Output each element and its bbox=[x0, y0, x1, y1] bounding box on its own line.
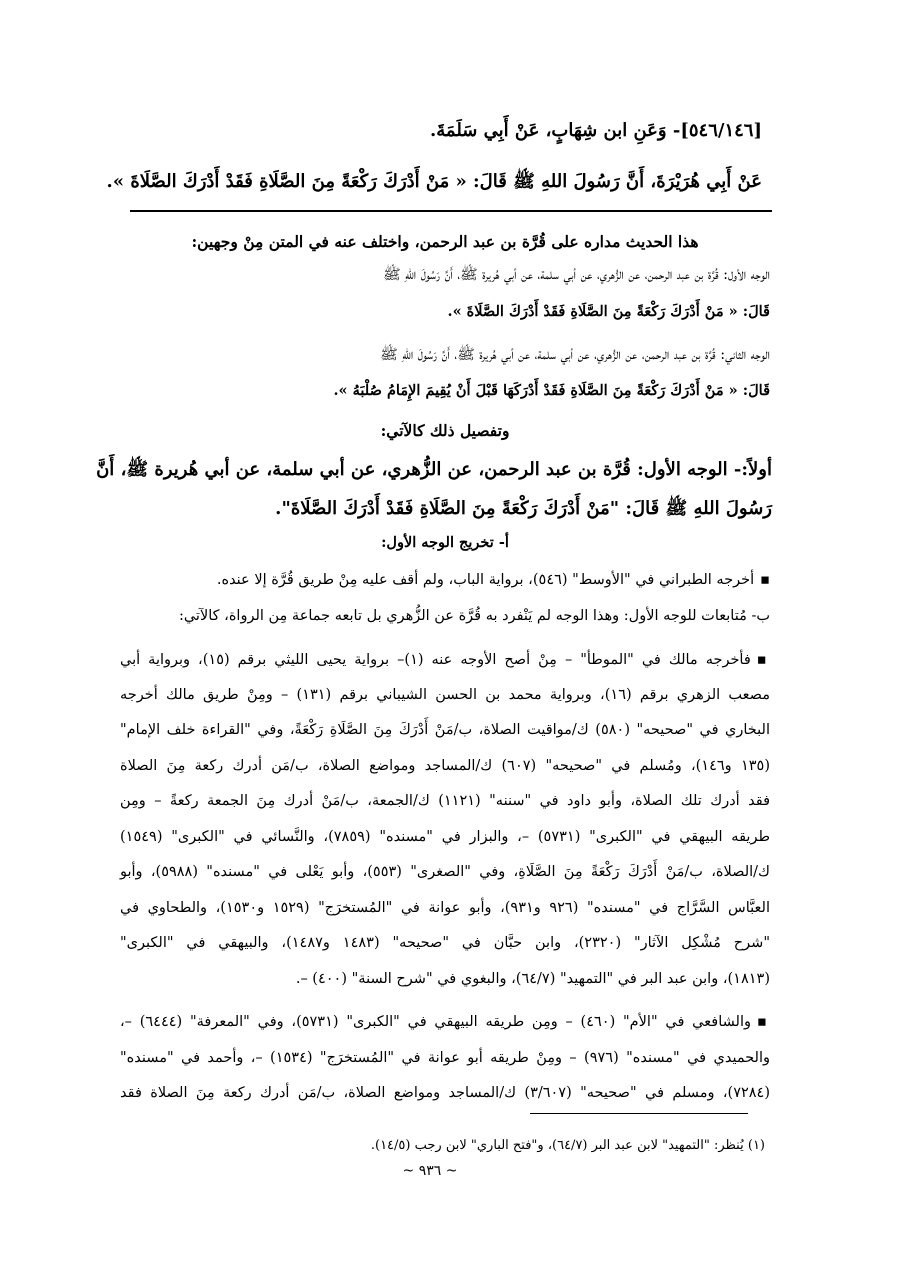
page-number: ~ ٩٣٦ ~ bbox=[402, 1163, 458, 1179]
footnote: (١) يُنظر: "التمهيد" لابن عبد البر (٦٤/٧)، و"فتح الباري" لابن رجب (١٤/٥). bbox=[370, 1138, 765, 1153]
footnote-rule bbox=[530, 1113, 748, 1114]
paragraph-4-line: ▪ والشافعي في "الأم" (٤٦٠) – ومِن طريقه البيهقي في "الكبرى" (٥٧٣١)، وفي "المعرفة" (٦٤٤٤) –، bbox=[120, 1012, 770, 1032]
paragraph-3-line: مصعب الزهري برقم (١٦)، وبرواية محمد بن الحسن الشيباني برقم (١٣١) – ومِنْ طريق مالك أخرجه bbox=[120, 687, 771, 703]
paragraph-4-line: والحميدي في "مسنده" (٩٧٦) – ومِنْ طريقه أبو عوانة في "المُستخرَج" (١٥٣٤) –، وأحمد في "مسنده" bbox=[120, 1050, 771, 1066]
paragraph-3-line: العبَّاس السَّرَّاج في "مسنده" (٩٢٦ و٩٣١)، وأبو عوانة في "المُستخرَج" (١٥٢٩ و١٥٣٠)، والطحاوي في bbox=[120, 900, 770, 916]
first-heading-line-2: رَسُولَ اللهِ ﷺ قَالَ: "مَنْ أَدْرَكَ رَكْعَةً مِنَ الصَّلَاةِ فَقَدْ أَدْرَكَ الصَّلَاةَ". bbox=[275, 498, 772, 519]
paragraph-4-line: (٧٢٨٤)، ومسلم في "صحيحه" (٣/٦٠٧) ك/المساجد ومواضع الصلاة، ب/مَن أدرك ركعة مِنَ الصلاة فقد bbox=[120, 1085, 771, 1101]
wajh2-line-2: قَالَ: « مَنْ أَدْرَكَ رَكْعَةً مِنَ الصَّلَاةِ فَقَدْ أَدْرَكَهَا قَبْلَ أَنْ يُقِيمَ الإِمَامُ صُلْبَهُ ». bbox=[333, 382, 770, 399]
takhrij-heading: أ- تخريج الوجه الأول: bbox=[381, 534, 509, 551]
first-heading-line-1: أولاً:- الوجه الأول: قُرَّة بن عبد الرحمن، عن الزُّهري، عن أبي سلمة، عن أبي هُريرة ﷺ، أَنَّ bbox=[96, 459, 772, 480]
wajh1-line-1: الوجه الأول: قُرَّة بن عبد الرحمن، عن الزُّهري، عن أبي سلمة، عن أبي هُريرة ﷺ، أَنَّ رَسُولَ اللهِ ﷺ bbox=[383, 267, 770, 283]
wajh1-line-2: قَالَ: « مَنْ أَدْرَكَ رَكْعَةً مِنَ الصَّلَاةِ فَقَدْ أَدْرَكَ الصَّلَاةَ ». bbox=[447, 303, 770, 320]
paragraph-3-line: طريقه البيهقي في "الكبرى" (٥٧٣١) –، والبزار في "مسنده" (٧٨٥٩)، والنَّسائي في "الكبرى" (١٥٤٩) bbox=[120, 829, 770, 845]
header-rule bbox=[130, 210, 772, 212]
paragraph-3-line: ▪ فأخرجه مالك في "الموطأ" – مِنْ أصح الأوجه عنه (١)– برواية يحيى الليثي برقم (١٥)، وبرواية أبي bbox=[120, 650, 770, 670]
paragraph-3-line: "شرح مُشْكِل الآثار" (٢٣٢٠)، وابن حبَّان في "صحيحه" (١٤٨٣ و١٤٨٧)، والبيهقي في "الكبرى" bbox=[120, 935, 770, 951]
paragraph-2: ب- مُتابعات للوجه الأول: وهذا الوجه لم يَنْفرد به قُرَّة عن الزُّهري بل تابعه جماعة مِن الرواة، كالآتي: bbox=[178, 608, 770, 624]
wajh2-line-1: الوجه الثاني: قُرَّة بن عبد الرحمن، عن الزُّهري، عن أبي سلمة، عن أبي هُريرة ﷺ، أَنَّ رَسُولَ اللهِ ﷺ bbox=[380, 347, 770, 363]
paragraph-3-line: (١٨١٣)، وابن عبد البر في "التمهيد" (٦٤/٧)، والبغوي في "شرح السنة" (٤٠٠) –. bbox=[295, 971, 770, 987]
paragraph-3-line: ك/الصلاة، ب/مَنْ أَدْرَكَ رَكْعَةً مِنَ الصَّلَاةِ، وفي "الصغرى" (٥٥٣)، وأبو يَعْلى في "مسنده" (٥٩٨٨)، وأبو bbox=[120, 864, 770, 880]
details-heading: وتفصيل ذلك كالآتي: bbox=[380, 421, 510, 440]
paragraph-3-line: فقد أدرك تلك الصلاة، وأبو داود في "سننه" (١١٢١) ك/الجمعة، ب/مَنْ أدرك مِنَ الجمعة ركعةً – ومِن bbox=[120, 793, 771, 809]
paragraph-1: ▪ أخرجه الطبراني في "الأوسط" (٥٤٦)، برواية الباب، ولم أقف عليه مِنْ طريق قُرَّة إلا عنده. bbox=[120, 570, 770, 590]
hadith-header-line-1: [٥٤٦/١٤٦]- وَعَنِ ابن شِهَابٍ، عَنْ أَبِي سَلَمَةَ. bbox=[430, 120, 762, 141]
paragraph-3-line: (١٣٥ و١٤٦)، ومُسلم في "صحيحه" (٦٠٧) ك/المساجد ومواضع الصلاة، ب/مَن أدرك ركعة مِنَ الصلاة bbox=[120, 758, 770, 774]
intro-line: هذا الحديث مداره على قُرَّة بن عبد الرحمن، واختلف عنه في المتن مِنْ وجهين: bbox=[191, 232, 699, 251]
hadith-header-line-2: عَنْ أَبِي هُرَيْرَةَ، أَنَّ رَسُولَ اللهِ ﷺ قَالَ: « مَنْ أَدْرَكَ رَكْعَةً مِنَ الصَّلَاةِ فَقَدْ أَدْرَكَ الصَّلَاةَ ». bbox=[106, 171, 762, 192]
paragraph-3-line: البخاري في "صحيحه" (٥٨٠) ك/مواقيت الصلاة، ب/مَنْ أَدْرَكَ مِنَ الصَّلَاةِ رَكْعَةً، وفي "القراءة خلف الإمام" bbox=[120, 722, 770, 738]
